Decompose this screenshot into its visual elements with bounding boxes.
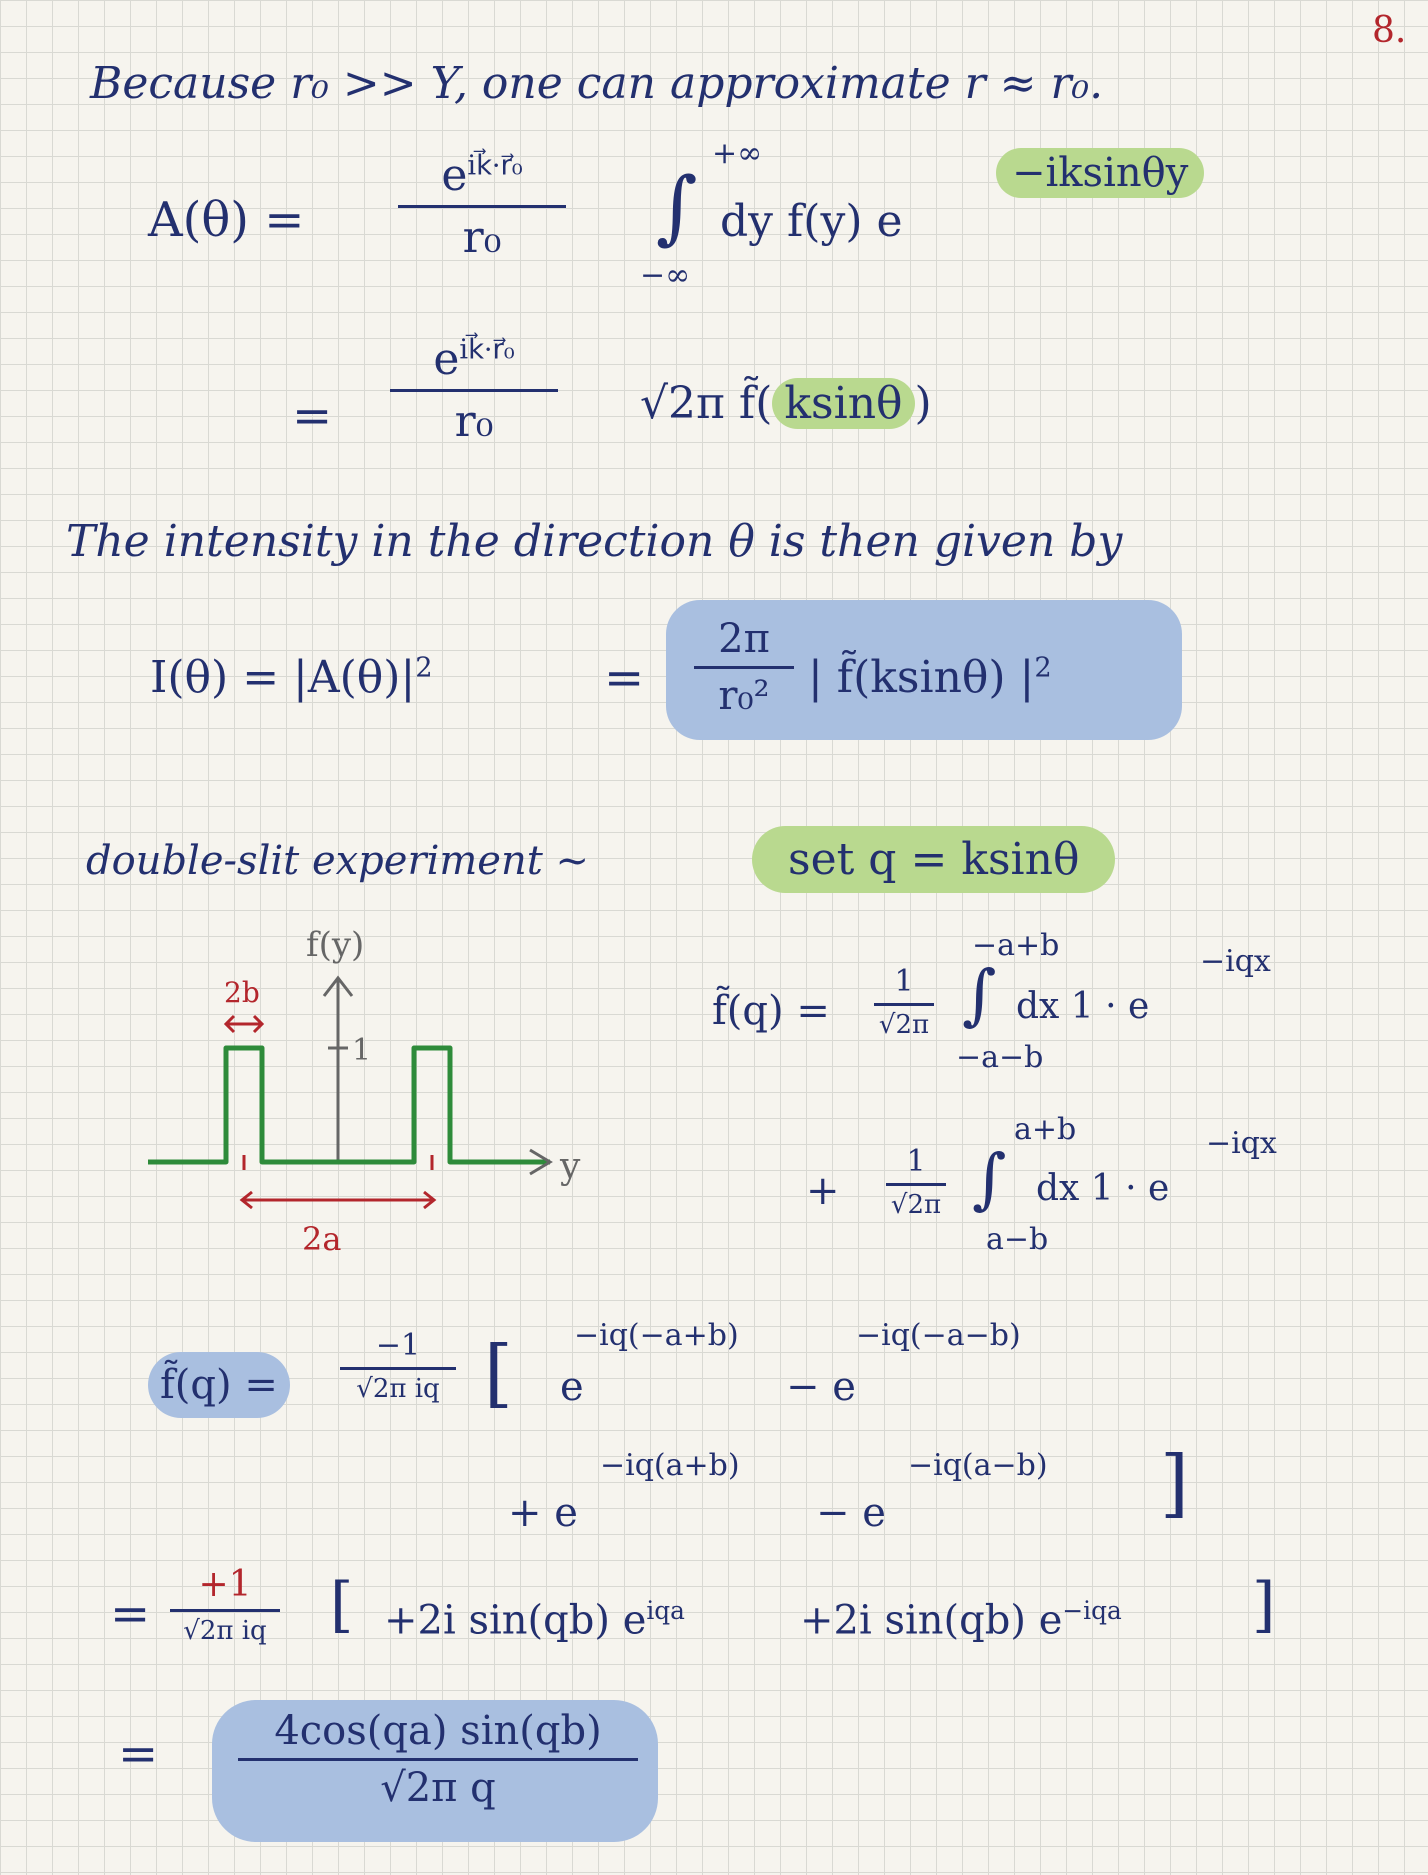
equals-sign: =: [292, 388, 333, 444]
ft-int1-sign: ∫: [962, 956, 997, 1033]
amplitude-fraction-2: [390, 334, 558, 447]
simplified-open-bracket: [: [330, 1570, 354, 1640]
integral-upper: +∞: [712, 136, 763, 171]
ft-int2-exp: −iqx: [1206, 1126, 1277, 1161]
ft-coef-1-den: √2π: [878, 1010, 930, 1040]
slit-function-curve: [148, 1048, 550, 1162]
amplitude-num-exp: ik⃗·r⃗₀: [467, 150, 523, 182]
intensity-lhs-sup: 2: [415, 652, 433, 684]
ft-eval-t2-exp: −iq(−a−b): [856, 1318, 1021, 1353]
final-num: 4cos(qa) sin(qb): [274, 1708, 602, 1754]
ft-int1-lower: −a−b: [956, 1040, 1044, 1075]
ft-eval-close-bracket: ]: [1160, 1440, 1189, 1526]
final-den: √2π q: [380, 1765, 496, 1811]
intensity-equals: =: [604, 650, 645, 706]
ft-eval-t3-exp: −iq(a+b): [600, 1448, 740, 1483]
amplitude2-num-exp: ik⃗·r⃗₀: [459, 334, 515, 366]
simplified-term-b-text: +2i sin(qb) e: [800, 1597, 1063, 1644]
simplified-term-b-exp: −iqa: [1062, 1596, 1122, 1625]
double-slit-diagram: [130, 900, 650, 1280]
ft-eval-minus2: − e: [816, 1490, 886, 1536]
y-axis-label: y: [560, 1146, 581, 1187]
amplitude2-den: r₀: [454, 396, 494, 447]
ft-lhs: f̃(q) =: [712, 988, 830, 1034]
amplitude2-num: e: [433, 334, 460, 385]
ft-int1-body: dx 1 · e: [1016, 986, 1150, 1027]
simplified-term-b: [800, 1596, 1122, 1643]
ft-eval-coef-den: √2π iq: [356, 1374, 440, 1404]
integrand: dy f(y) e: [720, 196, 903, 247]
page-number: 8.: [1372, 10, 1407, 51]
fourier-expr-b: ): [914, 378, 932, 429]
integral-sign: ∫: [656, 160, 698, 253]
final-fraction: [238, 1708, 638, 1811]
fourier-expr: [640, 378, 932, 429]
ft-int2-sign: ∫: [972, 1140, 1007, 1217]
ft-eval-t1-exp: −iq(−a+b): [574, 1318, 739, 1353]
ft-int1-exp: −iqx: [1200, 944, 1271, 979]
ft-coef-2-num: 1: [906, 1144, 926, 1179]
intensity-lhs: [150, 652, 433, 703]
intensity-rest: [808, 652, 1052, 703]
ft-eval-lhs: f̃(q) =: [148, 1352, 290, 1418]
simplified-coef-den: √2π iq: [183, 1616, 267, 1646]
intensity-den: r₀²: [718, 673, 770, 719]
amplitude-fraction: [398, 150, 566, 263]
fourier-expr-a: √2π f̃(: [640, 378, 773, 429]
simplified-coef: [170, 1564, 280, 1646]
integral-lower: −∞: [640, 258, 691, 293]
two-a-label: 2a: [302, 1220, 342, 1258]
ft-int1-upper: −a+b: [972, 928, 1060, 963]
amplitude-lhs: A(θ) =: [148, 192, 305, 248]
ft-plus: +: [806, 1168, 840, 1214]
ft-int2-body: dx 1 · e: [1036, 1168, 1170, 1209]
ft-eval-open-bracket: [: [484, 1330, 513, 1416]
intensity-rest-sup: 2: [1034, 652, 1052, 684]
two-b-label: 2b: [224, 976, 260, 1009]
ft-eval-minus1: − e: [786, 1364, 856, 1410]
ft-eval-t1: e: [560, 1364, 584, 1410]
intensity-fraction: [694, 616, 794, 719]
ft-coef-1: [874, 964, 934, 1040]
simplified-term-a-exp: iqa: [646, 1596, 685, 1625]
ksin-highlight: ksinθ: [772, 378, 914, 429]
intensity-num: 2π: [718, 616, 770, 662]
intensity-lhs-text: I(θ) = |A(θ)|: [150, 652, 416, 703]
ft-int2-lower: a−b: [986, 1222, 1049, 1257]
ft-coef-1-num: 1: [894, 964, 914, 999]
final-equals: =: [118, 1726, 159, 1782]
double-slit-label: double-slit experiment ~: [86, 838, 590, 884]
simplified-equals: =: [110, 1586, 151, 1642]
ft-coef-2: [886, 1144, 946, 1220]
amplitude-num: e: [441, 150, 468, 201]
simplified-term-a: [384, 1596, 685, 1643]
ft-eval-plus: + e: [508, 1490, 578, 1536]
ft-eval-coef: [340, 1328, 456, 1404]
ft-eval-t4-exp: −iq(a−b): [908, 1448, 1048, 1483]
intensity-rest-text: | f̃(ksinθ) |: [808, 652, 1035, 703]
one-label: 1: [352, 1033, 372, 1068]
fy-label: f(y): [306, 925, 365, 965]
exponent-highlight: −iksinθy: [996, 148, 1204, 198]
amplitude-den: r₀: [462, 212, 502, 263]
ft-coef-2-den: √2π: [890, 1190, 942, 1220]
simplified-close-bracket: ]: [1252, 1570, 1276, 1640]
set-q-highlight: set q = ksinθ: [752, 826, 1115, 893]
simplified-coef-num: +1: [198, 1564, 252, 1605]
simplified-term-a-text: +2i sin(qb) e: [384, 1597, 647, 1644]
intensity-line: The intensity in the direction θ is then given by: [66, 516, 1123, 567]
intro-line: Because r₀ >> Y, one can approximate r ≈ r₀.: [90, 58, 1104, 109]
ft-eval-coef-num: −1: [375, 1328, 421, 1363]
ft-int2-upper: a+b: [1014, 1112, 1077, 1147]
